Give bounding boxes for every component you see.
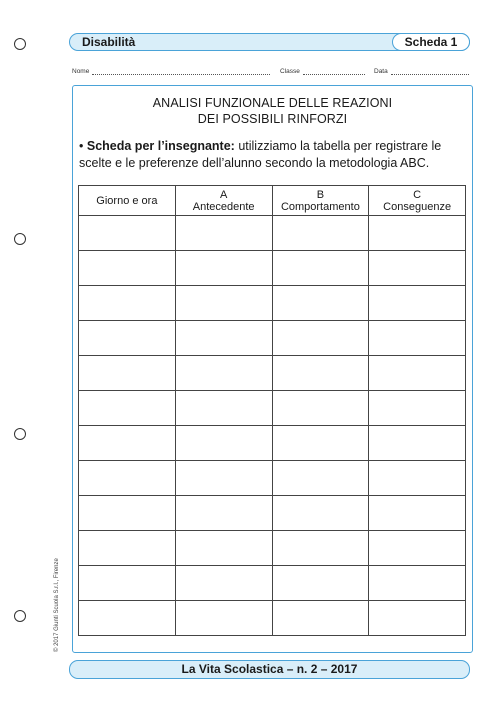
table-cell[interactable]	[175, 216, 272, 251]
table-cell[interactable]	[79, 251, 176, 286]
column-letter: C	[413, 188, 422, 201]
column-letter: A	[219, 188, 228, 201]
footer-bar	[69, 660, 470, 679]
worksheet-title-line2: DEI POSSIBILI RINFORZI	[197, 112, 348, 126]
table-cell[interactable]	[369, 356, 466, 391]
column-header	[175, 186, 272, 216]
table-cell[interactable]	[79, 391, 176, 426]
class-field[interactable]	[280, 68, 365, 75]
table-cell[interactable]	[369, 566, 466, 601]
student-fields	[72, 68, 472, 78]
table-cell[interactable]	[369, 216, 466, 251]
table-row	[79, 496, 466, 531]
table-row	[79, 426, 466, 461]
column-label: Giorno e ora	[96, 194, 158, 207]
column-label: Conseguenze	[383, 200, 452, 213]
table-cell[interactable]	[175, 531, 272, 566]
table-row	[79, 391, 466, 426]
date-field[interactable]	[374, 68, 469, 75]
table-cell[interactable]	[175, 391, 272, 426]
table-cell[interactable]	[175, 251, 272, 286]
table-cell[interactable]	[272, 321, 369, 356]
column-label: Comportamento	[280, 200, 360, 213]
table-cell[interactable]	[369, 496, 466, 531]
table-row	[79, 356, 466, 391]
table-row	[79, 286, 466, 321]
table-cell[interactable]	[272, 216, 369, 251]
table-cell[interactable]	[79, 531, 176, 566]
teacher-instructions	[79, 138, 467, 172]
table-cell[interactable]	[369, 531, 466, 566]
name-field-line[interactable]	[92, 68, 270, 75]
table-cell[interactable]	[79, 321, 176, 356]
table-cell[interactable]	[272, 286, 369, 321]
table-cell[interactable]	[175, 461, 272, 496]
header-bar	[69, 33, 470, 51]
worksheet-title-line1: ANALISI FUNZIONALE DELLE REAZIONI	[152, 96, 393, 110]
table-cell[interactable]	[369, 286, 466, 321]
table-body	[79, 216, 466, 636]
table-cell[interactable]	[369, 461, 466, 496]
table-row	[79, 566, 466, 601]
table-cell[interactable]	[272, 601, 369, 636]
table-cell[interactable]	[272, 496, 369, 531]
table-cell[interactable]	[369, 321, 466, 356]
publication-label: La Vita Scolastica – n. 2 – 2017	[181, 662, 358, 676]
table-header-row	[79, 186, 466, 216]
date-field-label: Data	[374, 68, 388, 75]
table-cell[interactable]	[175, 356, 272, 391]
name-field[interactable]	[72, 68, 270, 75]
table-row	[79, 251, 466, 286]
punch-hole	[14, 38, 26, 50]
table-cell[interactable]	[79, 461, 176, 496]
table-cell[interactable]	[369, 391, 466, 426]
punch-hole	[14, 233, 26, 245]
table-cell[interactable]	[272, 566, 369, 601]
table-cell[interactable]	[175, 566, 272, 601]
table-cell[interactable]	[175, 426, 272, 461]
instructions-heading: Scheda per l’insegnante:	[86, 139, 235, 153]
punch-hole	[14, 610, 26, 622]
table-row	[79, 461, 466, 496]
table-row	[79, 216, 466, 251]
name-field-label: Nome	[72, 68, 90, 75]
table-cell[interactable]	[79, 496, 176, 531]
abc-table	[78, 185, 466, 636]
table-cell[interactable]	[272, 391, 369, 426]
punch-hole	[14, 428, 26, 440]
table-cell[interactable]	[175, 321, 272, 356]
date-field-line[interactable]	[391, 68, 469, 75]
table-cell[interactable]	[272, 461, 369, 496]
bullet-icon: •	[79, 139, 84, 153]
table-cell[interactable]	[369, 426, 466, 461]
table-cell[interactable]	[175, 496, 272, 531]
table-cell[interactable]	[369, 251, 466, 286]
column-letter: B	[316, 188, 325, 201]
table-cell[interactable]	[272, 251, 369, 286]
table-cell[interactable]	[79, 216, 176, 251]
table-cell[interactable]	[79, 286, 176, 321]
table-cell[interactable]	[79, 356, 176, 391]
worksheet-box	[72, 85, 473, 653]
table-row	[79, 531, 466, 566]
column-header	[272, 186, 369, 216]
column-header	[369, 186, 466, 216]
table-cell[interactable]	[175, 286, 272, 321]
column-label: Antecedente	[192, 200, 255, 213]
table-cell[interactable]	[79, 426, 176, 461]
sheet-tab: Scheda 1	[392, 33, 470, 51]
table-row	[79, 601, 466, 636]
table-cell[interactable]	[79, 566, 176, 601]
table-cell[interactable]	[272, 531, 369, 566]
topic-label: Disabilità	[82, 35, 136, 49]
table-cell[interactable]	[272, 356, 369, 391]
instructions-text: utilizziamo la tabella per registrare le scelte e le preferenze dell’alunno secondo la metodologia ABC.	[79, 139, 442, 170]
table-cell[interactable]	[369, 601, 466, 636]
class-field-label: Classe	[280, 68, 300, 75]
table-cell[interactable]	[79, 601, 176, 636]
class-field-line[interactable]	[303, 68, 365, 75]
column-header	[79, 186, 176, 216]
table-cell[interactable]	[175, 601, 272, 636]
table-cell[interactable]	[272, 426, 369, 461]
table-row	[79, 321, 466, 356]
copyright-notice: © 2017 Giunti Scuola S.r.l., Firenze	[54, 558, 60, 652]
